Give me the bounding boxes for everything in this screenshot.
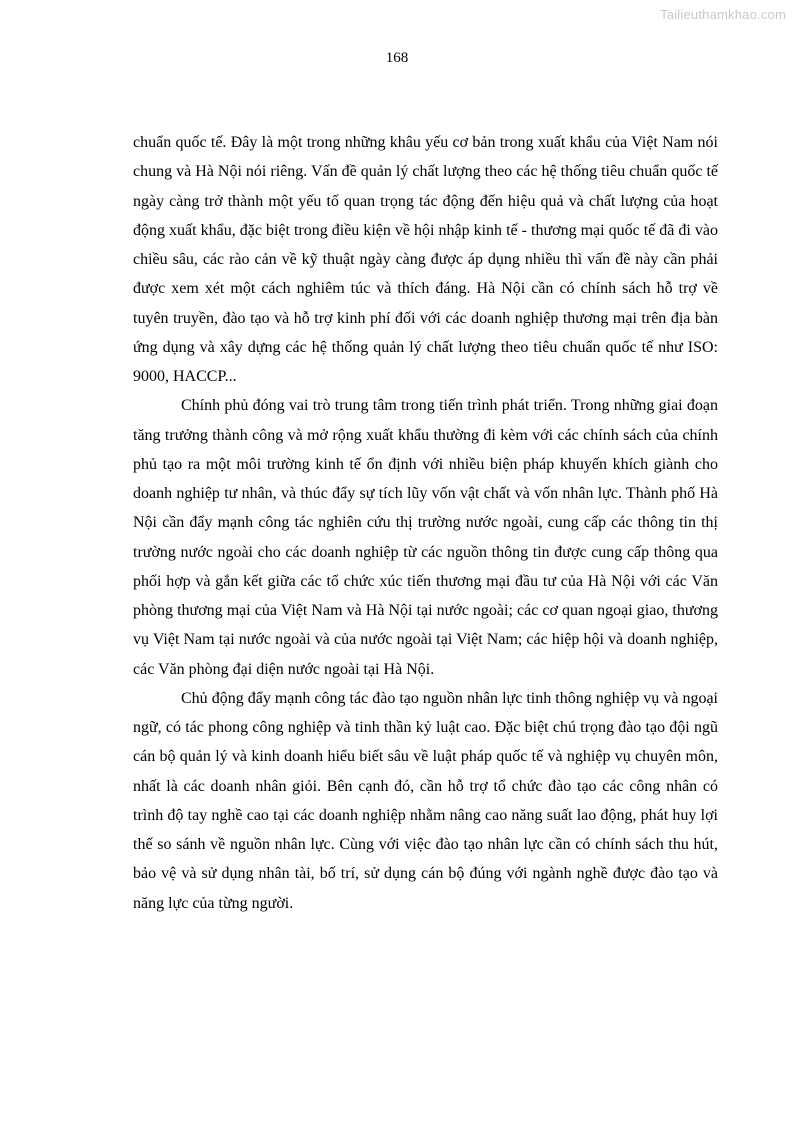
body-text xyxy=(133,128,718,918)
paragraph-3: Chủ động đẩy mạnh công tác đào tạo nguồn nhân lực tinh thông nghiệp vụ và ngoại ngữ, có tác phong công nghiệp và tinh thần kỷ luật cao. Đặc biệt chú trọng đào tạo đội ngũ cán bộ quản lý và kinh doanh hiểu biết sâu về luật pháp quốc tế và nghiệp vụ chuyên môn, nhất là các doanh nhân giỏi. Bên cạnh đó, cần hỗ trợ tổ chức đào tạo các công nhân có trình độ tay nghề cao tại các doanh nghiệp nhằm nâng cao năng suất lao động, phát huy lợi thế so sánh về nguồn nhân lực. Cùng với việc đào tạo nhân lực cần có chính sách thu hút, bảo vệ và sử dụng nhân tài, bố trí, sử dụng cán bộ đúng với ngành nghề được đào tạo và năng lực của từng người. xyxy=(133,689,718,912)
paragraph-1: chuẩn quốc tế. Đây là một trong những khâu yếu cơ bản trong xuất khẩu của Việt Nam nói chung và Hà Nội nói riêng. Vấn đề quản lý chất lượng theo các hệ thống tiêu chuẩn quốc tế ngày càng trở thành một yếu tố quan trọng tác động đến hiệu quả và chất lượng của hoạt động xuất khẩu, đặc biệt trong điều kiện về hội nhập kinh tế - thương mại quốc tế đã đi vào chiều sâu, các rào cản về kỹ thuật ngày càng được áp dụng nhiều thì vấn đề này cần phải được xem xét một cách nghiêm túc và thích đáng. Hà Nội cần có chính sách hỗ trợ về tuyên truyền, đào tạo và hỗ trợ kinh phí đối với các doanh nghiệp thương mại trên địa bàn ứng dụng và xây dựng các hệ thống quản lý chất lượng theo tiêu chuẩn quốc tế như ISO: 9000, HACCP... xyxy=(133,134,718,385)
watermark: Tailieuthamkhao.com xyxy=(660,7,786,22)
page-number: 168 xyxy=(385,50,409,66)
paragraph-2: Chính phủ đóng vai trò trung tâm trong tiến trình phát triển. Trong những giai đoạn tăng trưởng thành công và mở rộng xuất khẩu thường đi kèm với các chính sách của chính phủ tạo ra một môi trường kinh tế ổn định với nhiều biện pháp khuyến khích giành cho doanh nghiệp tư nhân, và thúc đẩy sự tích lũy vốn vật chất và vốn nhân lực. Thành phố Hà Nội cần đẩy mạnh công tác nghiên cứu thị trường nước ngoài, cung cấp các thông tin thị trường nước ngoài cho các doanh nghiệp từ các nguồn thông tin được cung cấp thông qua phối hợp và gắn kết giữa các tổ chức xúc tiến thương mại đầu tư của Hà Nội với các Văn phòng thương mại của Việt Nam và Hà Nội tại nước ngoài; các cơ quan ngoại giao, thương vụ Việt Nam tại nước ngoài và của nước ngoài tại Việt Nam; các hiệp hội và doanh nghiệp, các Văn phòng đại diện nước ngoài tại Hà Nội. xyxy=(133,397,718,678)
